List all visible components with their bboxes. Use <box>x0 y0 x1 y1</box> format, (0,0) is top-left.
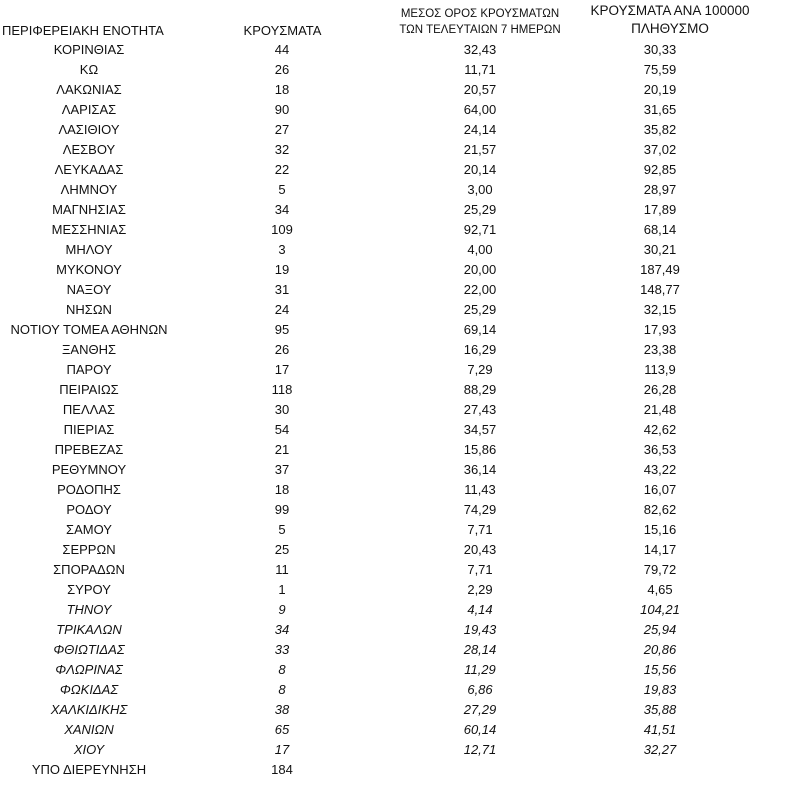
table-row <box>0 300 808 320</box>
cell-cases: 37 <box>274 462 290 477</box>
table-row <box>0 60 808 80</box>
table-row <box>0 340 808 360</box>
cell-weekly-average: 20,57 <box>463 82 497 97</box>
table-row <box>0 540 808 560</box>
cell-weekly-average: 12,71 <box>463 742 497 757</box>
cell-weekly-average: 11,71 <box>464 62 496 77</box>
cell-region: ΜΕΣΣΗΝΙΑΣ <box>51 222 127 237</box>
cell-cases: 5 <box>278 522 286 537</box>
table-row <box>0 80 808 100</box>
table-row <box>0 720 808 740</box>
cell-cases: 26 <box>274 62 290 77</box>
header-cases: ΚΡΟΥΣΜΑΤΑ <box>243 23 322 38</box>
table-row <box>0 40 808 60</box>
cell-region: ΣΥΡΟΥ <box>67 582 111 597</box>
cell-weekly-average: 7,71 <box>467 562 493 577</box>
cell-region: ΣΑΜΟΥ <box>66 522 112 537</box>
cell-region: ΤΡΙΚΑΛΩΝ <box>56 622 122 637</box>
cell-cases: 99 <box>274 502 290 517</box>
table-row <box>0 260 808 280</box>
cell-weekly-average: 21,57 <box>463 142 497 157</box>
cell-region: ΛΑΚΩΝΙΑΣ <box>56 82 122 97</box>
cell-weekly-average: 7,71 <box>467 522 493 537</box>
cell-per-100k: 23,38 <box>643 342 677 357</box>
table-row <box>0 480 808 500</box>
table-row <box>0 440 808 460</box>
cell-per-100k: 32,27 <box>643 742 677 757</box>
cell-weekly-average: 28,14 <box>463 642 497 657</box>
cell-region: ΝΗΣΩΝ <box>66 302 112 317</box>
cell-weekly-average: 36,14 <box>463 462 497 477</box>
cell-weekly-average: 64,00 <box>463 102 497 117</box>
header-per-100k-line2: ΠΛΗΘΥΣΜΟ <box>631 21 709 36</box>
cell-region: ΦΩΚΙΔΑΣ <box>59 682 119 697</box>
table-row <box>0 180 808 200</box>
cell-per-100k: 41,51 <box>643 722 677 737</box>
cell-per-100k: 19,83 <box>643 682 677 697</box>
table-row <box>0 600 808 620</box>
cell-region: ΧΑΝΙΩΝ <box>64 722 114 737</box>
table-row <box>0 700 808 720</box>
cell-per-100k: 16,07 <box>643 482 677 497</box>
cell-weekly-average: 7,29 <box>467 362 493 377</box>
cell-region: ΜΗΛΟΥ <box>65 242 113 257</box>
cell-per-100k: 17,93 <box>643 322 677 337</box>
table-row <box>0 520 808 540</box>
cell-per-100k: 92,85 <box>643 162 677 177</box>
cell-cases: 34 <box>274 622 290 637</box>
cell-region: ΣΕΡΡΩΝ <box>62 542 116 557</box>
cell-cases: 31 <box>274 282 290 297</box>
cell-region: ΠΕΙΡΑΙΩΣ <box>59 382 119 397</box>
cell-per-100k: 36,53 <box>643 442 677 457</box>
header-weekly-average-line2: ΤΩΝ ΤΕΛΕΥΤΑΙΩΝ 7 ΗΜΕΡΩΝ <box>399 24 561 36</box>
cell-per-100k: 148,77 <box>640 282 680 297</box>
cell-cases: 9 <box>278 602 286 617</box>
cell-cases: 17 <box>274 362 290 377</box>
cell-region: ΦΛΩΡΙΝΑΣ <box>55 662 123 677</box>
table-row <box>0 560 808 580</box>
cell-weekly-average: 60,14 <box>463 722 497 737</box>
cell-region: ΜΥΚΟΝΟΥ <box>56 262 122 277</box>
header-weekly-average-line1: ΜΕΣΟΣ ΟΡΟΣ ΚΡΟΥΣΜΑΤΩΝ <box>400 8 560 20</box>
cell-weekly-average: 24,14 <box>463 122 497 137</box>
cell-region: ΠΙΕΡΙΑΣ <box>63 422 115 437</box>
cell-region: ΠΑΡΟΥ <box>66 362 112 377</box>
cell-weekly-average: 20,43 <box>463 542 497 557</box>
cell-weekly-average: 6,86 <box>467 682 493 697</box>
cell-cases: 38 <box>274 702 290 717</box>
cell-weekly-average: 34,57 <box>463 422 497 437</box>
cell-weekly-average: 15,86 <box>463 442 497 457</box>
cell-cases: 21 <box>274 442 290 457</box>
cell-region: ΦΘΙΩΤΙΔΑΣ <box>53 642 125 657</box>
cell-region: ΧΙΟΥ <box>73 742 105 757</box>
cell-per-100k: 17,89 <box>643 202 677 217</box>
cell-weekly-average: 20,00 <box>463 262 497 277</box>
cell-region: ΥΠΟ ΔΙΕΡΕΥΝΗΣΗ <box>31 762 147 777</box>
cell-cases: 184 <box>271 762 293 777</box>
cell-cases: 18 <box>274 82 290 97</box>
cell-weekly-average: 4,00 <box>467 242 493 257</box>
cell-region: ΠΡΕΒΕΖΑΣ <box>54 442 124 457</box>
cell-weekly-average: 19,43 <box>463 622 497 637</box>
cell-per-100k: 104,21 <box>640 602 680 617</box>
cell-per-100k: 35,88 <box>643 702 677 717</box>
cell-cases: 32 <box>274 142 290 157</box>
cell-cases: 11 <box>275 562 289 577</box>
cell-weekly-average: 27,29 <box>463 702 497 717</box>
table-row <box>0 420 808 440</box>
cell-per-100k: 15,16 <box>643 522 677 537</box>
table-row <box>0 100 808 120</box>
table-row <box>0 140 808 160</box>
cell-region: ΧΑΛΚΙΔΙΚΗΣ <box>50 702 128 717</box>
cell-cases: 65 <box>274 722 290 737</box>
cell-weekly-average: 4,14 <box>467 602 493 617</box>
cell-cases: 8 <box>278 682 286 697</box>
cell-per-100k: 28,97 <box>643 182 677 197</box>
cell-cases: 90 <box>274 102 290 117</box>
cell-region: ΜΑΓΝΗΣΙΑΣ <box>52 202 126 217</box>
cell-cases: 54 <box>274 422 290 437</box>
cell-per-100k: 42,62 <box>643 422 677 437</box>
table-row <box>0 580 808 600</box>
cell-per-100k: 68,14 <box>643 222 677 237</box>
table-row <box>0 400 808 420</box>
table-row <box>0 200 808 220</box>
table-row <box>0 380 808 400</box>
table-row <box>0 320 808 340</box>
cell-region: ΝΑΞΟΥ <box>66 282 112 297</box>
cell-per-100k: 79,72 <box>643 562 677 577</box>
cell-cases: 8 <box>278 662 286 677</box>
cell-weekly-average: 16,29 <box>463 342 497 357</box>
cell-region: ΡΟΔΟΥ <box>66 502 112 517</box>
table-row <box>0 500 808 520</box>
cell-per-100k: 25,94 <box>643 622 677 637</box>
cell-cases: 95 <box>274 322 290 337</box>
table-row <box>0 220 808 240</box>
cell-region: ΡΟΔΟΠΗΣ <box>57 482 121 497</box>
table-row <box>0 280 808 300</box>
cell-per-100k: 14,17 <box>643 542 677 557</box>
cell-weekly-average: 88,29 <box>463 382 497 397</box>
cell-region: ΛΑΣΙΘΙΟΥ <box>58 122 120 137</box>
table-row <box>0 160 808 180</box>
table-row <box>0 740 808 760</box>
cell-per-100k: 75,59 <box>643 62 677 77</box>
cell-region: ΝΟΤΙΟΥ ΤΟΜΕΑ ΑΘΗΝΩΝ <box>10 322 168 337</box>
cell-cases: 30 <box>274 402 290 417</box>
cell-region: ΛΕΣΒΟΥ <box>62 142 116 157</box>
cell-per-100k: 4,65 <box>647 582 673 597</box>
header-per-100k <box>560 2 780 38</box>
cell-weekly-average: 20,14 <box>463 162 497 177</box>
cell-cases: 34 <box>274 202 290 217</box>
table-row <box>0 360 808 380</box>
cell-per-100k: 113,9 <box>644 362 676 377</box>
cell-weekly-average: 25,29 <box>463 302 497 317</box>
cell-cases: 109 <box>271 222 293 237</box>
cell-region: ΚΩ <box>79 62 99 77</box>
cell-weekly-average: 25,29 <box>463 202 497 217</box>
cell-weekly-average: 69,14 <box>463 322 497 337</box>
cell-region: ΛΑΡΙΣΑΣ <box>61 102 117 117</box>
cell-region: ΞΑΝΘΗΣ <box>61 342 117 357</box>
cell-per-100k: 30,21 <box>643 242 677 257</box>
cell-per-100k: 82,62 <box>643 502 677 517</box>
header-weekly-average <box>380 6 580 38</box>
cell-weekly-average: 74,29 <box>463 502 497 517</box>
cell-weekly-average: 2,29 <box>467 582 493 597</box>
cell-region: ΛΗΜΝΟΥ <box>60 182 118 197</box>
cell-per-100k: 20,86 <box>643 642 677 657</box>
cell-per-100k: 37,02 <box>643 142 677 157</box>
cell-per-100k: 26,28 <box>643 382 677 397</box>
cell-cases: 19 <box>274 262 290 277</box>
cell-region: ΛΕΥΚΑΔΑΣ <box>54 162 124 177</box>
cell-per-100k: 30,33 <box>643 42 677 57</box>
cell-cases: 25 <box>274 542 290 557</box>
table-row <box>0 460 808 480</box>
cell-weekly-average: 27,43 <box>463 402 497 417</box>
cell-per-100k: 21,48 <box>643 402 677 417</box>
table-row <box>0 640 808 660</box>
cell-region: ΣΠΟΡΑΔΩΝ <box>53 562 125 577</box>
cell-per-100k: 187,49 <box>640 262 680 277</box>
cell-per-100k: 31,65 <box>643 102 677 117</box>
cell-per-100k: 35,82 <box>643 122 677 137</box>
table-row <box>0 240 808 260</box>
cell-per-100k: 32,15 <box>643 302 677 317</box>
header-region: ΠΕΡΙΦΕΡΕΙΑΚΗ ΕΝΟΤΗΤΑ <box>2 23 164 38</box>
cell-weekly-average: 11,43 <box>464 482 496 497</box>
cell-cases: 3 <box>278 242 286 257</box>
table-row <box>0 120 808 140</box>
table-row <box>0 660 808 680</box>
cell-region: ΚΟΡΙΝΘΙΑΣ <box>53 42 125 57</box>
cell-cases: 27 <box>274 122 290 137</box>
cell-weekly-average: 3,00 <box>467 182 493 197</box>
cell-per-100k: 20,19 <box>643 82 677 97</box>
table-row <box>0 680 808 700</box>
cell-region: ΠΕΛΛΑΣ <box>62 402 116 417</box>
cell-per-100k: 43,22 <box>643 462 677 477</box>
cell-region: ΡΕΘΥΜΝΟΥ <box>51 462 127 477</box>
cell-cases: 24 <box>274 302 290 317</box>
table-row <box>0 620 808 640</box>
cell-cases: 26 <box>274 342 290 357</box>
cell-weekly-average: 22,00 <box>463 282 497 297</box>
cell-weekly-average: 32,43 <box>463 42 497 57</box>
header-per-100k-line1: ΚΡΟΥΣΜΑΤΑ ΑΝΑ 100000 <box>590 3 750 18</box>
cell-weekly-average: 11,29 <box>464 662 496 677</box>
cell-cases: 33 <box>274 642 290 657</box>
cell-cases: 22 <box>274 162 290 177</box>
cell-cases: 17 <box>274 742 290 757</box>
cell-cases: 1 <box>278 582 286 597</box>
cell-cases: 118 <box>271 382 293 397</box>
cell-cases: 18 <box>274 482 290 497</box>
table-row <box>0 760 808 780</box>
cell-per-100k: 15,56 <box>643 662 677 677</box>
cell-weekly-average: 92,71 <box>463 222 497 237</box>
cell-cases: 44 <box>274 42 290 57</box>
cell-region: ΤΗΝΟΥ <box>66 602 112 617</box>
cell-cases: 5 <box>278 182 286 197</box>
